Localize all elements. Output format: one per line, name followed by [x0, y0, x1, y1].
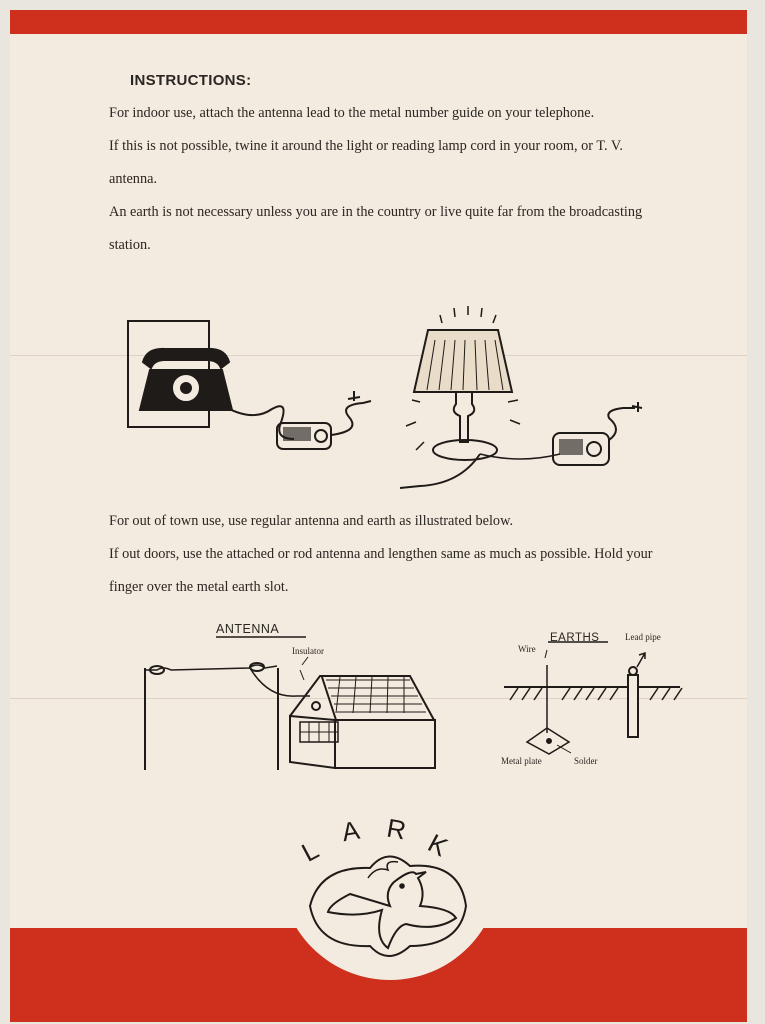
paragraph: For indoor use, attach the antenna lead to the metal number guide on your telephone.	[109, 105, 595, 121]
paragraph: If out doors, use the attached or rod antenna and lengthen same as much as possible. Hold your finger over the metal earth slot.	[109, 546, 653, 595]
solder-label: Solder	[574, 756, 598, 766]
telephone-illustration	[128, 321, 371, 449]
brand-letter: A	[339, 814, 362, 848]
top-red-band	[10, 10, 747, 34]
fold-line	[10, 355, 747, 356]
insulator-label: Insulator	[292, 646, 324, 656]
paragraph: An earth is not necessary unless you are in the country or live quite far from the broadcasting station.	[109, 204, 643, 253]
wire-label: Wire	[518, 644, 536, 654]
brand-letter: R	[384, 812, 409, 846]
paragraph: For out of town use, use regular antenna and earth as illustrated below.	[109, 513, 514, 529]
lamp-illustration	[400, 306, 642, 488]
indoor-instructions	[109, 97, 669, 262]
antenna-title: ANTENNA	[216, 622, 280, 636]
metal-plate-label: Metal plate	[501, 756, 542, 766]
brand-letter: L	[296, 834, 324, 868]
instruction-sheet	[10, 10, 747, 1022]
antenna-diagram	[145, 637, 435, 770]
paragraph: If this is not possible, twine it around the light or reading lamp cord in your room, or T. V. antenna.	[109, 138, 623, 187]
lead-pipe-label: Lead pipe	[625, 632, 661, 642]
page-title: INSTRUCTIONS:	[130, 72, 252, 89]
earths-title: EARTHS	[550, 632, 600, 644]
outdoor-instructions	[109, 505, 689, 604]
fold-line	[10, 698, 747, 699]
brand-letter: K	[423, 827, 453, 863]
